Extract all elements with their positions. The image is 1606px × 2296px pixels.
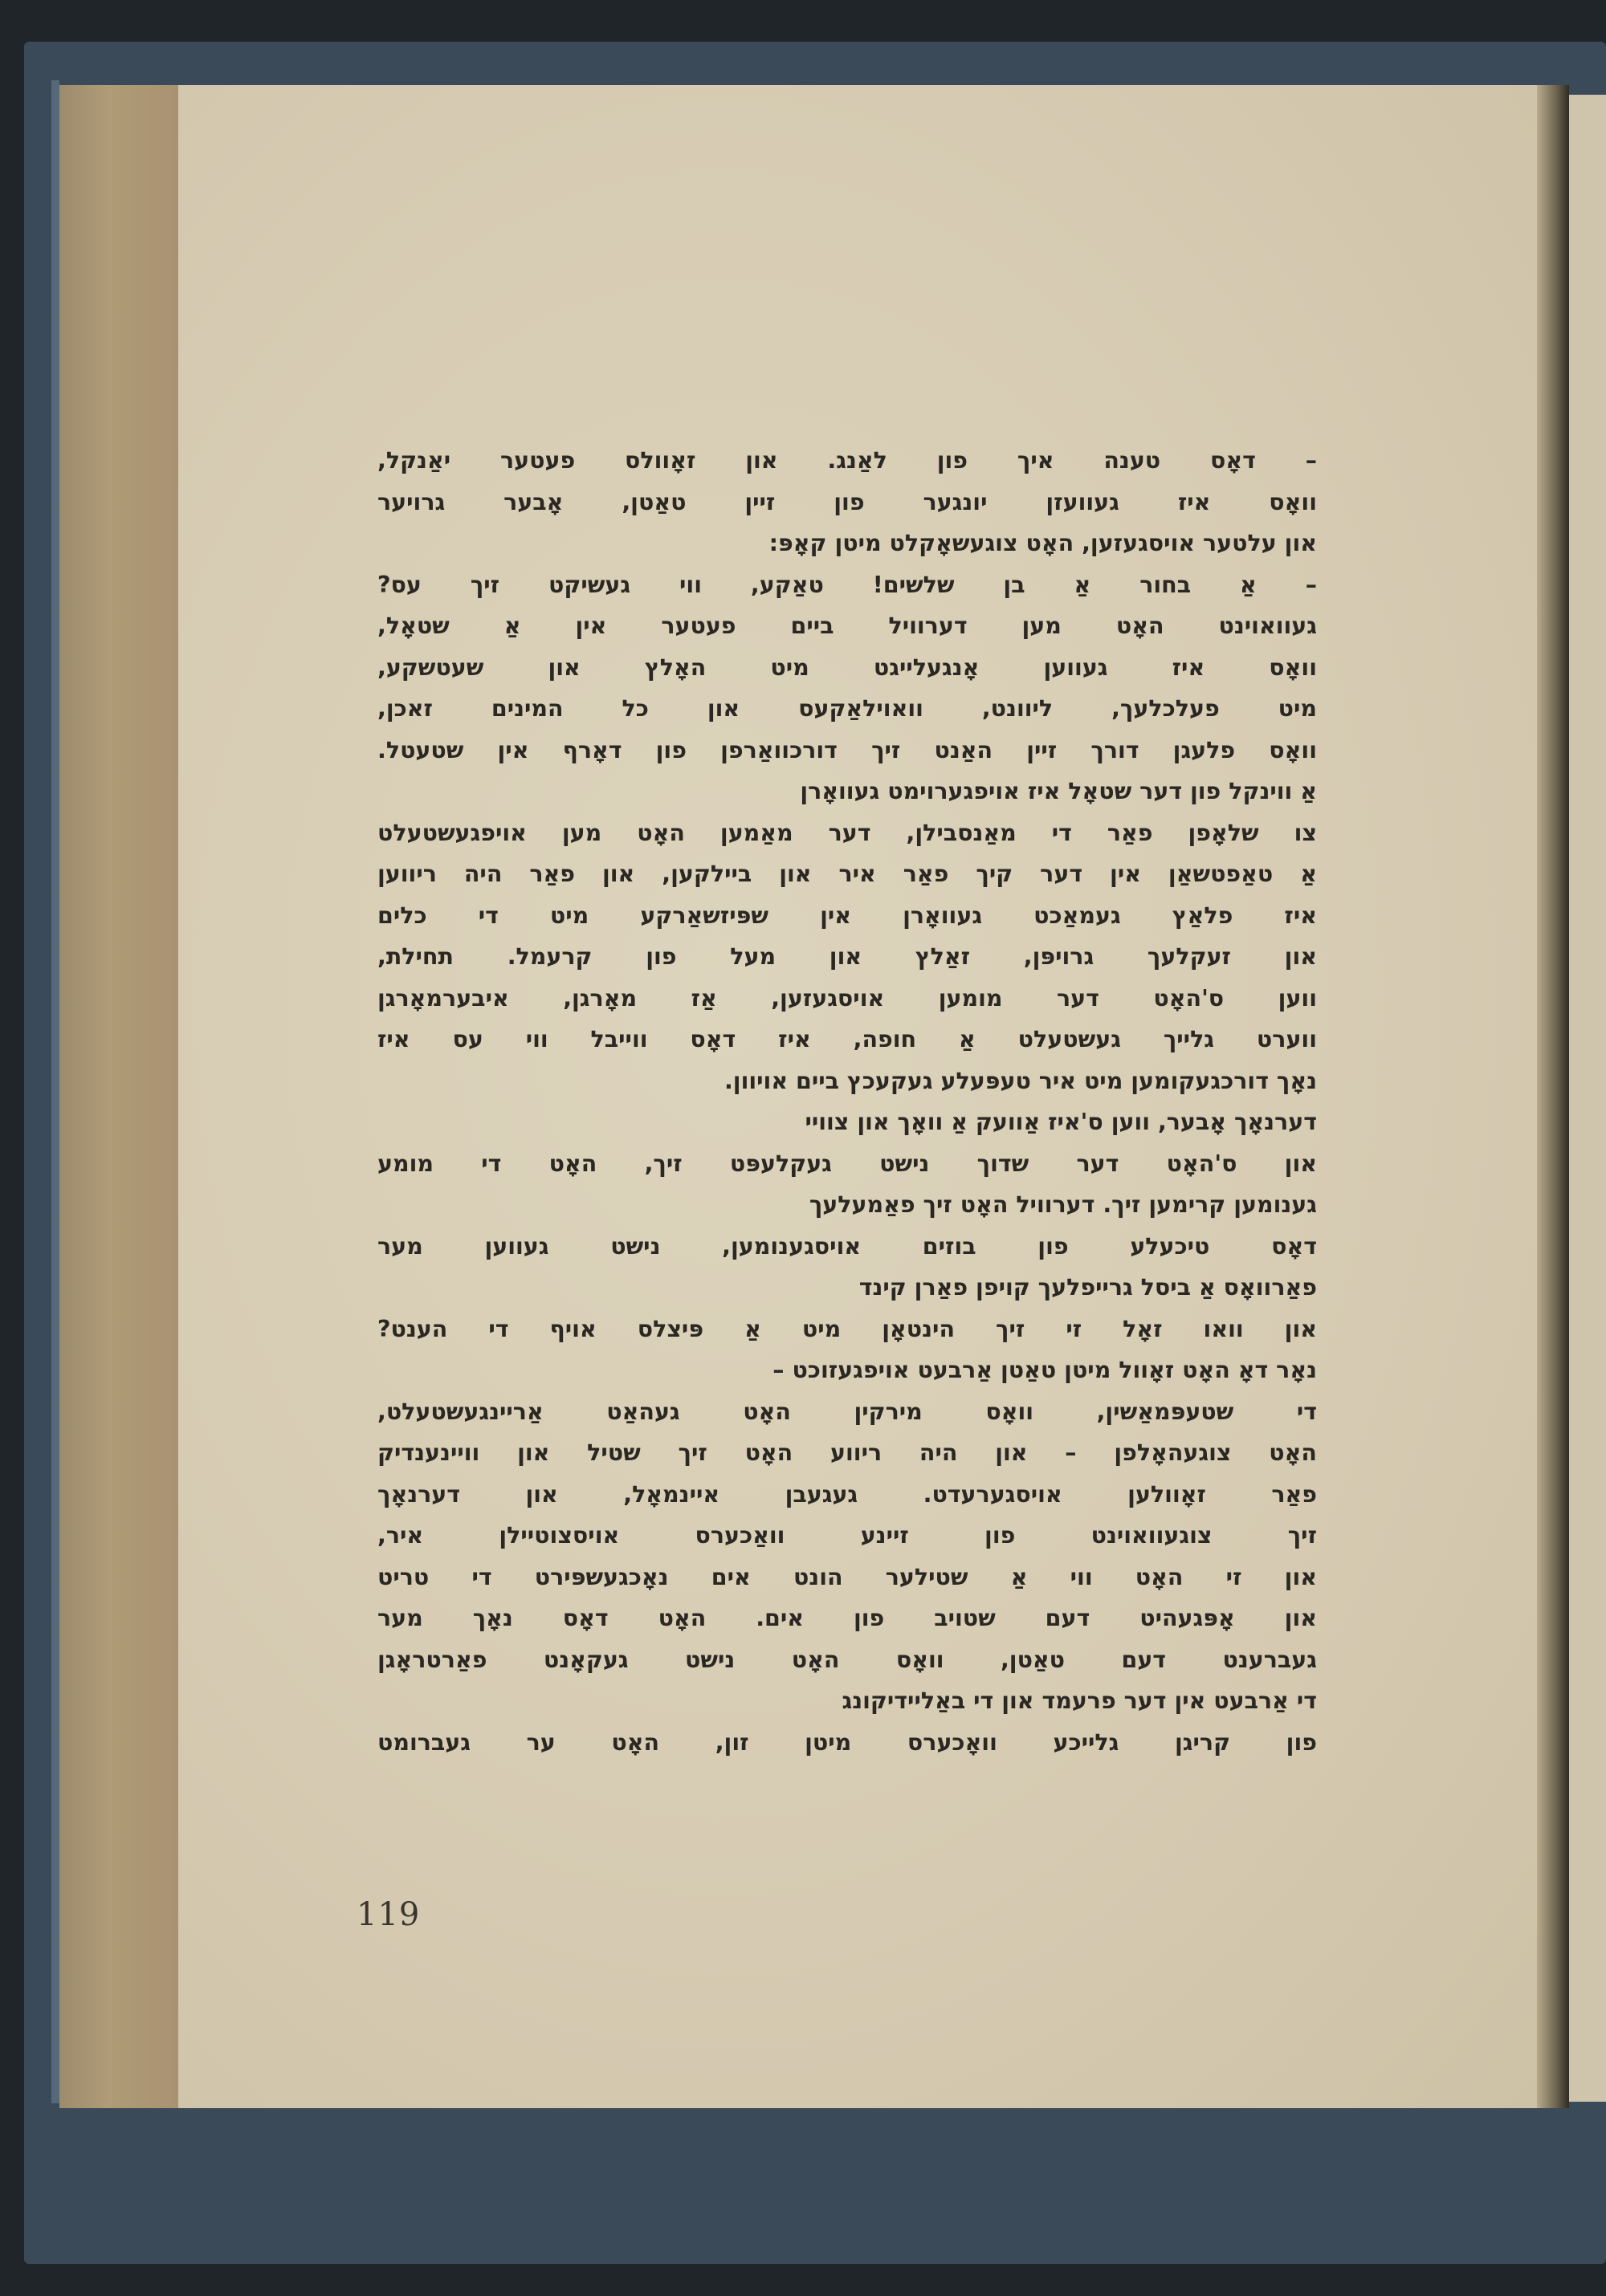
text-line: האָט צוגעהאָלפן – און היה ריווע האָט זיך שטיל און וויינענדיק: [377, 1439, 1317, 1466]
text-line: – אַ בחור אַ בן שלשים! טאַקע, ווי געשיקט זיך עס?: [377, 571, 1317, 598]
text-line: און וואו זאָל זי זיך הינטאָן מיט אַ פּיצלס אויף די הענט?: [377, 1315, 1317, 1342]
text-line: איז פלאַץ געמאַכט געוואָרן אין שפּיזשאַרקע מיט די כלים: [377, 902, 1317, 929]
text-line: צו שלאָפן פאַר די מאַנסבילן, דער מאַמען האָט מען אויפגעשטעלט: [377, 819, 1317, 846]
text-line: פאַר זאָוולען אויסגערעדט. געגעבן איינמאָל, און דערנאָך: [377, 1480, 1317, 1508]
text-line: דערנאָך אָבער, ווען ס'איז אַוועק אַ וואָך און צוויי: [805, 1109, 1317, 1135]
text-line: געברענט דעם טאַטן, וואָס האָט נישט געקאָנט פאַרטראָגן: [377, 1646, 1317, 1673]
cover-edge: [51, 80, 59, 2103]
text-line: די אַרבעט אין דער פרעמד און די באַליידיקונג: [842, 1687, 1317, 1714]
text-line: דאָס טיכעלע פון בוזים אויסגענומען, נישט געווען מער: [377, 1232, 1317, 1260]
text-line: פאַרוואָס אַ ביסל גרייפלעך קויפן פאַרן קינד: [858, 1274, 1317, 1301]
page-stack-edge: [59, 85, 180, 2108]
text-line: ווערט גלייך געשטעלט אַ חופה, איז דאָס ווייבל ווי עס איז: [377, 1026, 1317, 1052]
text-line: אַ ווינקל פון דער שטאָל איז אויפגערוימט געוואָרן: [800, 778, 1317, 804]
text-line: מיט פעלכלעך, ליוונט, וואוילאַקעס און כל המינים זאכן,: [377, 695, 1317, 722]
body-text: [377, 440, 1317, 1763]
text-line: וואָס איז געוועזן יונגער פון זיין טאַטן, אָבער גרויער: [377, 488, 1317, 515]
text-line: אַ טאַפטשאַן אין דער קיך פאַר איר און ביילקען, און פאַר היה ריווען: [377, 861, 1317, 887]
text-line: וואָס פלעגן דורך זיין האַנט זיך דורכוואַרפן פון דאָרף אין שטעטל.: [377, 736, 1317, 763]
text-line: פון קריגן גלייכע וואָכערס מיטן זון, האָט ער געברומט: [377, 1728, 1317, 1756]
page-gutter: [1537, 85, 1569, 2108]
text-line: נאָך דורכגעקומען מיט איר טעפּעלע געקעכץ ביים אויוון.: [724, 1067, 1317, 1094]
text-line: און אָפּגעהיט דעם שטויב פון אים. האָט דאָס נאָך מער: [377, 1605, 1317, 1631]
text-line: – דאָס טענה איך פון לאַנג. און זאָוולס פעטער יאַנקל,: [377, 447, 1317, 474]
text-line: געוואוינט האָט מען דערוויל ביים פעטער אין אַ שטאָל,: [377, 613, 1317, 639]
text-line: נאָר דאָ האָט זאָוול מיטן טאַטן אַרבעט אויפגעזוכט –: [772, 1357, 1317, 1383]
text-line: זיך צוגעוואוינט פון זיינע וואַכערס אויסצוטיילן איר,: [377, 1522, 1317, 1549]
facing-page-edge: [1569, 95, 1606, 2102]
text-line: וואָס איז געווען אָנגעלייגט מיט האָלץ און שעטשקע,: [377, 653, 1317, 681]
page-number: 119: [357, 1896, 421, 1933]
text-line: און זעקלעך גרויפּן, זאַלץ און מעל פון קרעמל. תחילת,: [377, 943, 1317, 970]
text-line: גענומען קרימען זיך. דערוויל האָט זיך פאַמעלעך: [809, 1191, 1317, 1218]
text-line: די שטעפּמאַשין, וואָס מירקין האָט געהאַט אַריינגעשטעלט,: [377, 1398, 1317, 1425]
text-line: און ס'האָט דער שדוך נישט געקלעפּט זיך, האָט די מומע: [377, 1150, 1317, 1177]
text-line: ווען ס'האָט דער מומען אויסגעזען, אַז מאָרגן, איבערמאָרגן: [377, 984, 1317, 1012]
text-line: און זי האָט ווי אַ שטילער הונט אים נאָכגעשפּירט די טריט: [377, 1563, 1317, 1590]
text-line: און עלטער אויסגעזען, האָט צוגעשאָקלט מיטן קאָפּ:: [768, 530, 1317, 556]
